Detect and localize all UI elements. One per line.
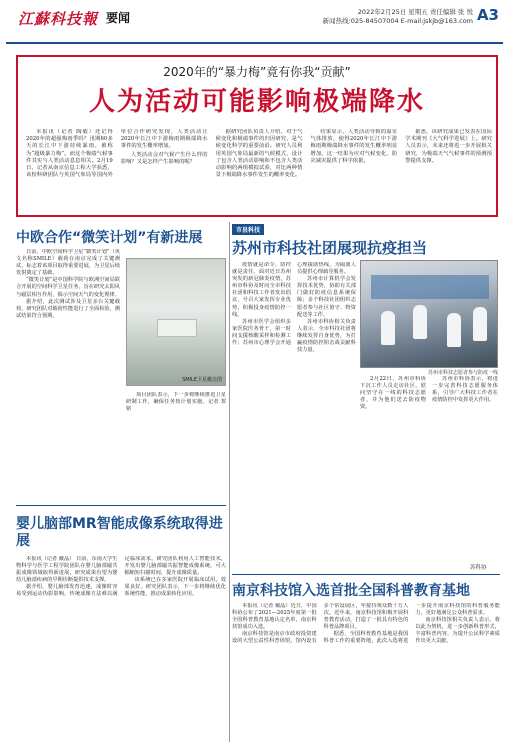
story-paragraph: 该系统已在多家医院开展临床试用，效果良好。研究团队表示，下一步将继续优化系统性能，推动成果转化应用。	[124, 577, 226, 598]
tent-shape	[371, 275, 489, 299]
story-paragraph: 本报讯（记者 戴晶） 日前，东南大学生物科学与医学工程学院团队在婴儿脑部磁共振成像领域取得新进展，研究成果有望为婴幼儿脑部疾病的早期诊断提供技术支撑。	[16, 556, 118, 584]
satellite-shape	[157, 319, 197, 337]
story-paragraph: 苏州市科协表示，将进一步完善科技志愿服务体系，引导广大科技工作者在疫情防控中发挥更大作用。	[432, 376, 498, 404]
story-paragraph: 据介绍，婴儿脑部发育迅速，成像时容易受到运动伪影影响，传统成像方法难以满足临床需求。研究团队利用人工智能技术，开发出婴儿脑部磁共振智能成像系统，可大幅缩短扫描时间，提升成像质量。	[16, 556, 226, 598]
story-paragraph: 据介绍，此次测试涉及卫星多台关键载荷，研究团队对载荷性能进行了全面检验，测试结果符合预期。	[16, 298, 120, 319]
story-paragraph: “微笑计划”是中国科学院与欧洲空间局联合开展的空间科学卫星任务，旨在研究太阳风与磁层相互作用，揭示空间天气的变化规律。	[16, 277, 120, 298]
story-paragraph: 本报讯（记者 戴晶）近日，中国科协公布了2021—2025年度第一批全国科普教育基地认定名单，南京科技馆成功入选。	[232, 603, 317, 631]
page-number: A3	[476, 6, 499, 24]
story-paragraph: 南京科技馆相关负责人表示，将以此为契机，进一步创新科普形式，丰富科普内容，为提升公民科学素质作出更大贡献。	[415, 617, 500, 645]
story-paragraph: 2月22日，苏州市科协下沉工作人员走访社区，慰问坚守在一线的科技志愿者，并为他们送去防疫物资。	[360, 376, 426, 411]
story-paragraph: 苏州市计算机学会发挥技术优势，协助有关部门做好防疫信息系统保障；多个科技社团组织志愿者参与社区值守、物资配送等工作。	[297, 276, 356, 318]
story-infant-mr-title: 婴儿脑部MR智能成像系统取得进展	[16, 516, 223, 549]
story-paragraph: 项目团队表示，下一步将继续推进卫星研制工作，确保任务按计划实施。记者 郑铭	[126, 392, 226, 413]
column-divider	[229, 222, 230, 742]
photo-caption: 苏州市科技志愿者参与防疫一线	[427, 370, 498, 376]
story-suzhou-body	[232, 262, 356, 462]
story-nanjing-museum-body	[232, 603, 500, 742]
photo-caption: SMILE卫星概念图	[182, 377, 222, 383]
lead-paragraph: 结果显示，人类活动导致的温室气体排放，使得2020年长江中下游梅雨期极端降水事件的发生概率明显增加，这一结果为应对气候变化、防灾减灾提供了科学依据。	[310, 129, 398, 164]
section-title: 要闻	[106, 11, 131, 25]
worker-figure	[473, 307, 487, 341]
byline: 苏科协	[470, 565, 487, 571]
lead-paragraph: 人类活动会对气候产生什么样的影响？又是怎样产生影响的呢？	[120, 151, 208, 165]
newspaper-logo: 江蘇科技報	[18, 10, 99, 28]
story-divider	[16, 505, 226, 506]
story-paragraph: 疫情就是命令，防控就是责任。面对近日苏州突发的新冠肺炎疫情，苏州市科协及时向全市科技社团和科技工作者发出倡议，号召大家发挥专业优势，积极投身疫情防控一线。	[232, 262, 291, 318]
worker-figure	[381, 311, 395, 345]
story-paragraph: 据悉，全国科普教育基地是我国科普工作的重要阵地，此次入选将进一步提升南京科技馆的科普服务能力，更好地满足公众科普需求。	[323, 603, 500, 645]
smile-satellite-photo	[126, 258, 226, 386]
story-paragraph: 日前，中欧空间科学卫星“微笑计划”（英文名称SMILE）载荷在南京完成了关键测试，标志着该项目取得重要进展，为卫星后续发射奠定了基础。	[16, 249, 120, 277]
story-smile-body-2	[126, 392, 226, 494]
story-smile-title: 中欧合作“微笑计划”有新进展	[16, 230, 203, 246]
story-paragraph: 南京科技馆是南京市政府投资建设的大型公益性科普场馆，馆内设有多个常设展区，年接待观众数十万人次。近年来，南京科技馆积极开展科普教育活动，打造了一批具有特色的科普品牌项目。	[232, 603, 409, 645]
lead-kicker: 2020年的“暴力梅”竟有你我“贡献”	[163, 65, 351, 79]
story-paragraph: 苏州市科协相关负责人表示，全市科技社团将继续发挥自身优势，为打赢疫情防控阻击战贡献科技力量。	[297, 318, 356, 354]
story-suzhou-body-2	[360, 376, 498, 462]
story-infant-mr-body	[16, 556, 226, 742]
covid-testing-photo	[360, 260, 498, 368]
story-smile-body	[16, 249, 120, 494]
date-info	[323, 8, 473, 26]
lead-body	[26, 129, 492, 215]
contact-line: 新闻热线:025-84507004 E-mail:jskjb@163.com	[322, 17, 473, 25]
lead-story	[16, 55, 498, 217]
story-divider	[232, 574, 500, 575]
worker-figure	[413, 305, 427, 339]
story-suzhou-title: 苏州市科技社团展现抗疫担当	[232, 239, 428, 257]
masthead	[6, 6, 503, 44]
section-tag: 市县科技	[232, 224, 264, 235]
story-nanjing-museum-title: 南京科技馆入选首批全国科普教育基地	[232, 583, 470, 599]
story-paragraph: 苏州市医学会组织多家医院医务骨干，第一时间支援核酸采样和检测工作；苏州市心理学会开通心理援助热线，为隔离人员提供心理疏导服务。	[232, 262, 356, 347]
lead-paragraph: 据研究团队负责人介绍，对于气候变化和极端事件的归因研究，是气候变化科学的重要前沿。研究人员利用英国气象局最新的气候模式，设计了包含人类活动影响和不包含人类活动影响的两组模拟试验，对比两种情景下极端降水事件发生的概率变化。	[215, 129, 303, 179]
lead-headline: 人为活动可能影响极端降水	[88, 87, 425, 117]
worker-figure	[447, 313, 461, 347]
date-line: 2022年2月25日 星期五 责任编辑 张 悦	[357, 8, 473, 16]
lead-paragraph: 据悉，该研究成果已发表在国际学术期刊《大气科学进展》上。研究人员表示，未来还将进一步开展相关研究，为极端天气气候事件的预测预警提供支撑。	[405, 129, 492, 164]
lead-paragraph: 本报讯（记者 陶敏）还记得2020年的超强梅雨季吗？汛期60多天的长江中下游持续暴雨，被称为“超级暴力梅”。而这个极端气候事件其实与人类活动息息相关。2月19日，记者从南京信息工程大学获悉，该校科研团队与英国气象局等国内外单位合作研究发现，人类活动让2020年长江中下游梅雨期极端降水事件的发生概率增加。	[26, 129, 208, 179]
